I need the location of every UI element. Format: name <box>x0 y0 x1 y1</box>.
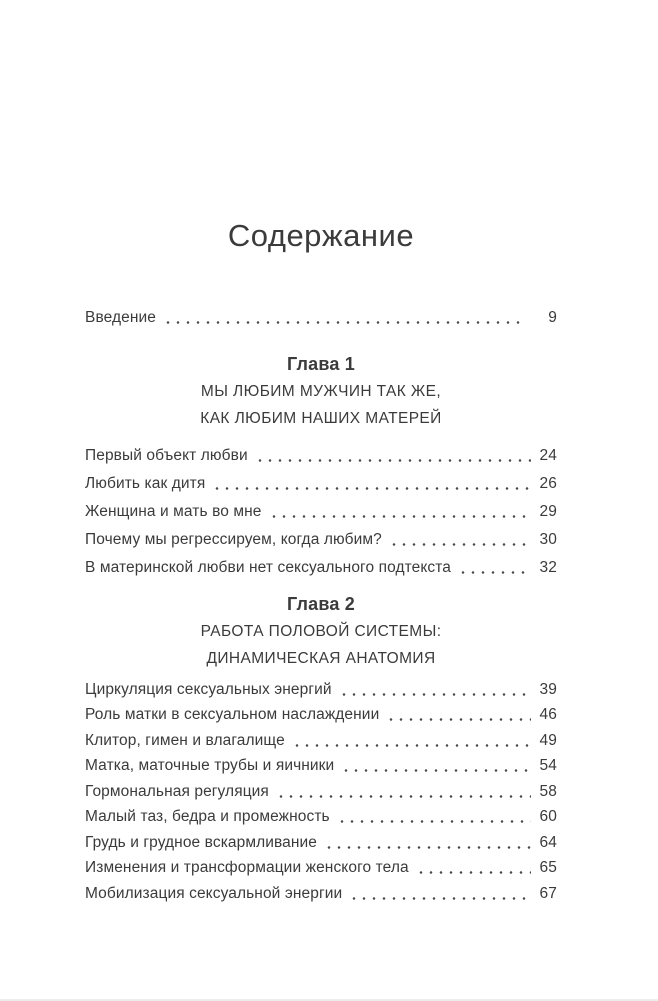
toc-entry-page: 9 <box>548 309 557 326</box>
toc-entry-page: 64 <box>539 833 557 851</box>
toc-entry-page: 60 <box>539 808 557 825</box>
toc-entry-label: Женщина и мать во мне <box>85 503 262 520</box>
chapter-2-subtitle-line-1: РАБОТА ПОЛОВОЙ СИСТЕМЫ: <box>200 623 442 640</box>
chapter-2-heading <box>85 591 557 672</box>
toc-entry-label: Клитор, гимен и влагалище <box>85 731 285 749</box>
dot-leader <box>269 514 531 519</box>
toc-entry-label: Грудь и грудное вскармливание <box>85 833 318 851</box>
toc-entry-page: 30 <box>539 531 557 548</box>
toc-entry <box>85 751 557 777</box>
toc-entry-label: Гормональная регуляция <box>85 782 269 800</box>
toc-entry <box>85 700 557 726</box>
toc-entry <box>85 853 557 879</box>
dot-leader <box>386 717 531 722</box>
dot-leader <box>255 458 531 463</box>
dot-leader <box>416 870 531 875</box>
chapter-1-label: Глава 1 <box>286 354 355 374</box>
toc-entry-label: Первый объект любви <box>85 447 248 464</box>
toc-entry <box>85 550 557 578</box>
dot-leader <box>292 743 531 748</box>
toc-entry <box>85 522 557 550</box>
toc-entry-label: Малый таз, бедра и промежность <box>85 808 330 825</box>
toc-entry-page: 39 <box>539 680 557 698</box>
chapter-1-toc-list <box>85 438 557 578</box>
toc-entry-page: 65 <box>539 859 557 876</box>
chapter-2-subtitle-line-2: ДИНАМИЧЕСКАЯ АНАТОМИЯ <box>206 650 436 667</box>
toc-entry-page: 54 <box>539 757 557 774</box>
contents-column <box>85 0 557 1001</box>
toc-entry-label: Матка, маточные трубы и яичники <box>85 757 335 774</box>
toc-entry-page: 46 <box>539 706 557 723</box>
chapter-1-subtitle-line-2: КАК ЛЮБИМ НАШИХ МАТЕРЕЙ <box>200 410 442 427</box>
toc-entry-page: 67 <box>539 884 557 902</box>
toc-entry-page: 32 <box>539 559 557 576</box>
chapter-2-toc-list <box>85 674 557 904</box>
toc-entry-label: Почему мы регрессируем, когда любим? <box>85 531 382 548</box>
dot-leader <box>212 486 531 491</box>
toc-entry-label: Роль матки в сексуальном наслаждении <box>85 706 380 723</box>
dot-leader <box>389 542 531 547</box>
dot-leader <box>163 320 523 325</box>
toc-entry-page: 58 <box>539 782 557 800</box>
dot-leader <box>458 570 531 575</box>
toc-entry <box>85 438 557 466</box>
chapter-1-heading <box>85 351 557 432</box>
toc-entry <box>85 674 557 700</box>
toc-entry <box>85 776 557 802</box>
toc-entry <box>85 878 557 904</box>
toc-entry <box>85 725 557 751</box>
toc-entry-page: 24 <box>539 447 557 464</box>
toc-entry-label: Изменения и трансформации женского тела <box>85 859 409 876</box>
dot-leader <box>341 768 531 773</box>
toc-entry <box>85 466 557 494</box>
dot-leader <box>349 896 531 901</box>
page-title: Содержание <box>227 218 415 253</box>
dot-leader <box>324 845 531 850</box>
toc-entry <box>85 494 557 522</box>
toc-entry-introduction <box>85 304 557 328</box>
toc-entry-label: Циркуляция сексуальных энергий <box>85 680 332 698</box>
toc-entry-label: Любить как дитя <box>85 475 206 492</box>
toc-entry-label: Мобилизация сексуальной энергии <box>85 884 343 902</box>
chapter-1-subtitle-line-1: МЫ ЛЮБИМ МУЖЧИН ТАК ЖЕ, <box>200 383 442 400</box>
toc-entry-page: 49 <box>539 731 557 749</box>
toc-entry <box>85 802 557 828</box>
dot-leader <box>337 819 531 824</box>
toc-entry-page: 26 <box>539 475 557 492</box>
toc-entry-label: Введение <box>85 309 156 326</box>
chapter-2-label: Глава 2 <box>286 594 355 614</box>
toc-entry <box>85 827 557 853</box>
dot-leader <box>276 794 531 799</box>
toc-entry-label: В материнской любви нет сексуального подтекста <box>85 559 451 576</box>
dot-leader <box>339 692 531 697</box>
toc-entry-page: 29 <box>539 503 557 520</box>
